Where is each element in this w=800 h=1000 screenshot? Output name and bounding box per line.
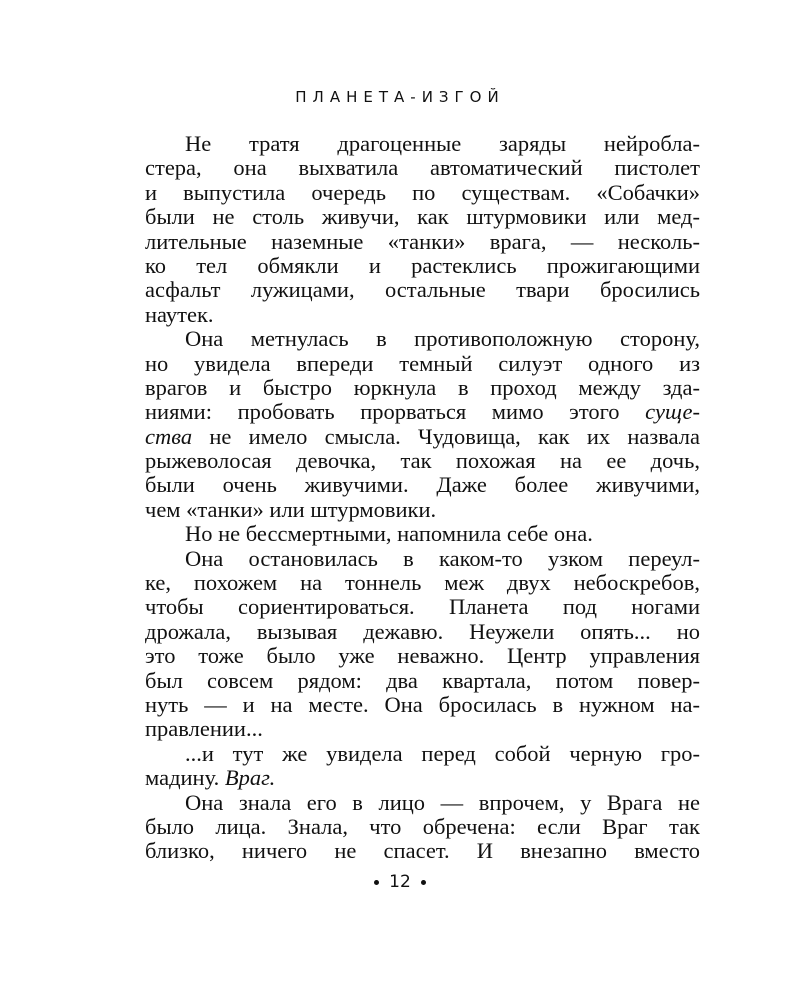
text-line: было лица. Знала, что обречена: если Враг так [145,813,700,839]
text-line: нуть — и на месте. Она бросилась в нужном на- [145,691,700,717]
text-line: наутек. [145,301,214,327]
text-line: Она остановилась в каком-то узком переул- [185,545,700,571]
italic-word: суще- [645,399,700,425]
page-number: 12 [389,872,411,892]
text-line: ниями: пробовать прорваться мимо этого суще- [145,399,700,425]
text-line: дрожала, вызывая дежавю. Неужели опять... но [145,618,700,644]
text-line: Она знала его в лицо — впрочем, у Врага не [185,789,700,815]
page-footer [0,872,800,892]
text-line: правлении... [145,716,263,742]
page-body-text [145,132,700,864]
text-line: были очень живучими. Даже более живучими, [145,472,700,498]
text-line: близко, ничего не спасет. И внезапно вместо [145,838,700,864]
bullet-dot-icon [421,880,426,885]
text-line: был совсем рядом: два квартала, потом повер- [145,667,700,693]
bullet-dot-icon [374,880,379,885]
running-header: ПЛАНЕТА-ИЗГОЙ [295,88,505,106]
text-line: ...и тут же увидела перед собой черную гро- [185,740,700,766]
text-line: и выпустила очередь по существам. «Собачки» [145,179,700,205]
text-line: рыжеволосая девочка, так похожая на ее дочь, [145,448,700,474]
text-line: стера, она выхватила автоматический пистолет [145,155,700,181]
text-line: асфальт лужицами, остальные твари бросились [145,277,700,303]
text-line: Не тратя драгоценные заряды нейробла- [185,131,700,156]
text-line: врагов и быстро юркнула в проход между зда- [145,374,700,400]
text-line: ке, похожем на тоннель меж двух небоскребов, [145,570,700,596]
text-line: чтобы сориентироваться. Планета под ногами [145,594,700,620]
text-line: мадину. Враг. [145,765,276,791]
text-line: но увидела впереди темный силуэт одного из [145,350,700,376]
text-line: чем «танки» или штурмовики. [145,496,437,522]
text-line: Но не бессмертными, напомнила себе она. [185,521,593,547]
text-line: были не столь живучи, как штурмовики или мед- [145,204,700,230]
text-line: Она метнулась в противоположную сторону, [185,326,700,352]
text-line: это тоже было уже неважно. Центр управления [145,643,700,669]
italic-word: ства [145,423,193,449]
text-line: ко тел обмякли и растеклись прожигающими [145,252,700,278]
text-line: ства не имело смысла. Чудовища, как их назвала [145,423,700,449]
text-line: лительные наземные «танки» врага, — несколь- [145,228,700,254]
italic-word: Враг. [224,765,276,791]
